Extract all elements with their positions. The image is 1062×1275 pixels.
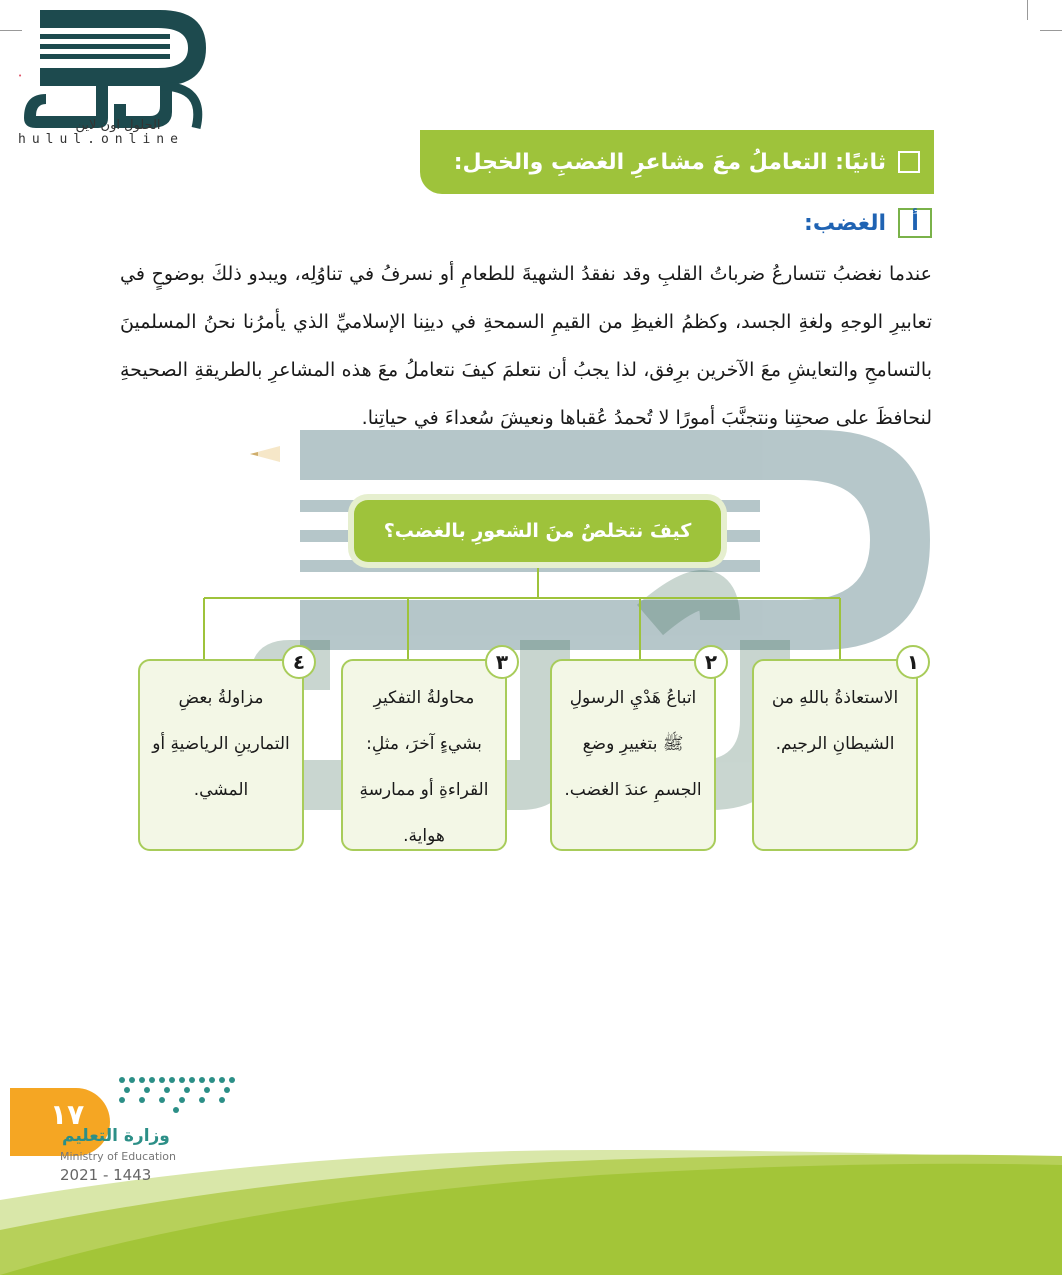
ministry-logo-icon	[116, 1074, 240, 1114]
ministry-name-english: Ministry of Education	[60, 1150, 177, 1163]
card-number: ٢	[694, 645, 728, 679]
card-text: الاستعاذةُ باللهِ من الشيطانِ الرجيم.	[771, 688, 899, 754]
logo-latin-text: hulul.online	[18, 132, 184, 147]
subsection-title: الغضب:	[804, 210, 886, 236]
ministry-name-arabic: وزارة التعليم	[62, 1126, 170, 1146]
section-header	[420, 130, 934, 194]
diagram-card-3	[341, 650, 509, 851]
logo-dot-icon: •	[18, 72, 23, 80]
body-paragraph: عندما نغضبُ تتسارعُ ضرباتُ القلبِ وقد نفقدُ الشهيةَ للطعامِ أو نسرفُ في تناوُلِه، ويبدو ذلكَ بوضوحٍ في تعابيرِ الوجهِ ولغةِ الجسد، وكظمُ الغيظِ من القيمِ السمحةِ في دينِنا الإسلاميِّ الذي يأمرُنا نحنُ المسلمينَ بالتسامحِ والتعايشِ معَ الآخرين برِفق، لذا يجبُ أن نتعلمَ كيفَ نتعاملُ معَ هذه المشاعرِ بالطريقةِ الصحيحةِ لنحافظَ على صحتِنا ونتجنَّبَ أمورًا لا تُحمدُ عُقباها ونعيشَ سُعداءَ في حياتِنا.	[120, 263, 932, 429]
diagram-card-2	[550, 650, 718, 851]
crop-mark	[1040, 30, 1062, 31]
card-number: ٣	[485, 645, 519, 679]
logo-subtitle: الحلول اون لاين	[75, 118, 161, 133]
section-title: ثانيًا: التعاملُ معَ مشاعرِ الغضبِ والخجل:	[453, 149, 886, 175]
card-text: مزاولةُ بعضِ التمارينِ الرياضيةِ أو المشي.	[152, 688, 290, 800]
card-text: اتباعُ هَدْيِ الرسولِ ﷺ بتغييرِ وضعِ الجسمِ عندَ الغضب.	[564, 688, 702, 800]
crop-mark	[1027, 0, 1028, 20]
card-number: ٤	[282, 645, 316, 679]
card-text: محاولةُ التفكيرِ بشيءٍ آخرَ، مثلِ: القراءةِ أو ممارسةِ هواية.	[359, 688, 489, 846]
pencil-tip-icon	[250, 446, 280, 462]
subsection-heading	[804, 208, 932, 238]
page-number: ١٧	[50, 1098, 85, 1131]
edition-year: 2021 - 1443	[60, 1166, 152, 1184]
diagram-card-4	[138, 650, 306, 851]
subsection-letter: أ	[898, 208, 932, 238]
diagram-card-1	[752, 650, 920, 851]
diagram-question: كيفَ نتخلصُ منَ الشعورِ بالغضب؟	[354, 500, 721, 562]
checkbox-square-icon	[898, 151, 920, 173]
card-number: ١	[896, 645, 930, 679]
